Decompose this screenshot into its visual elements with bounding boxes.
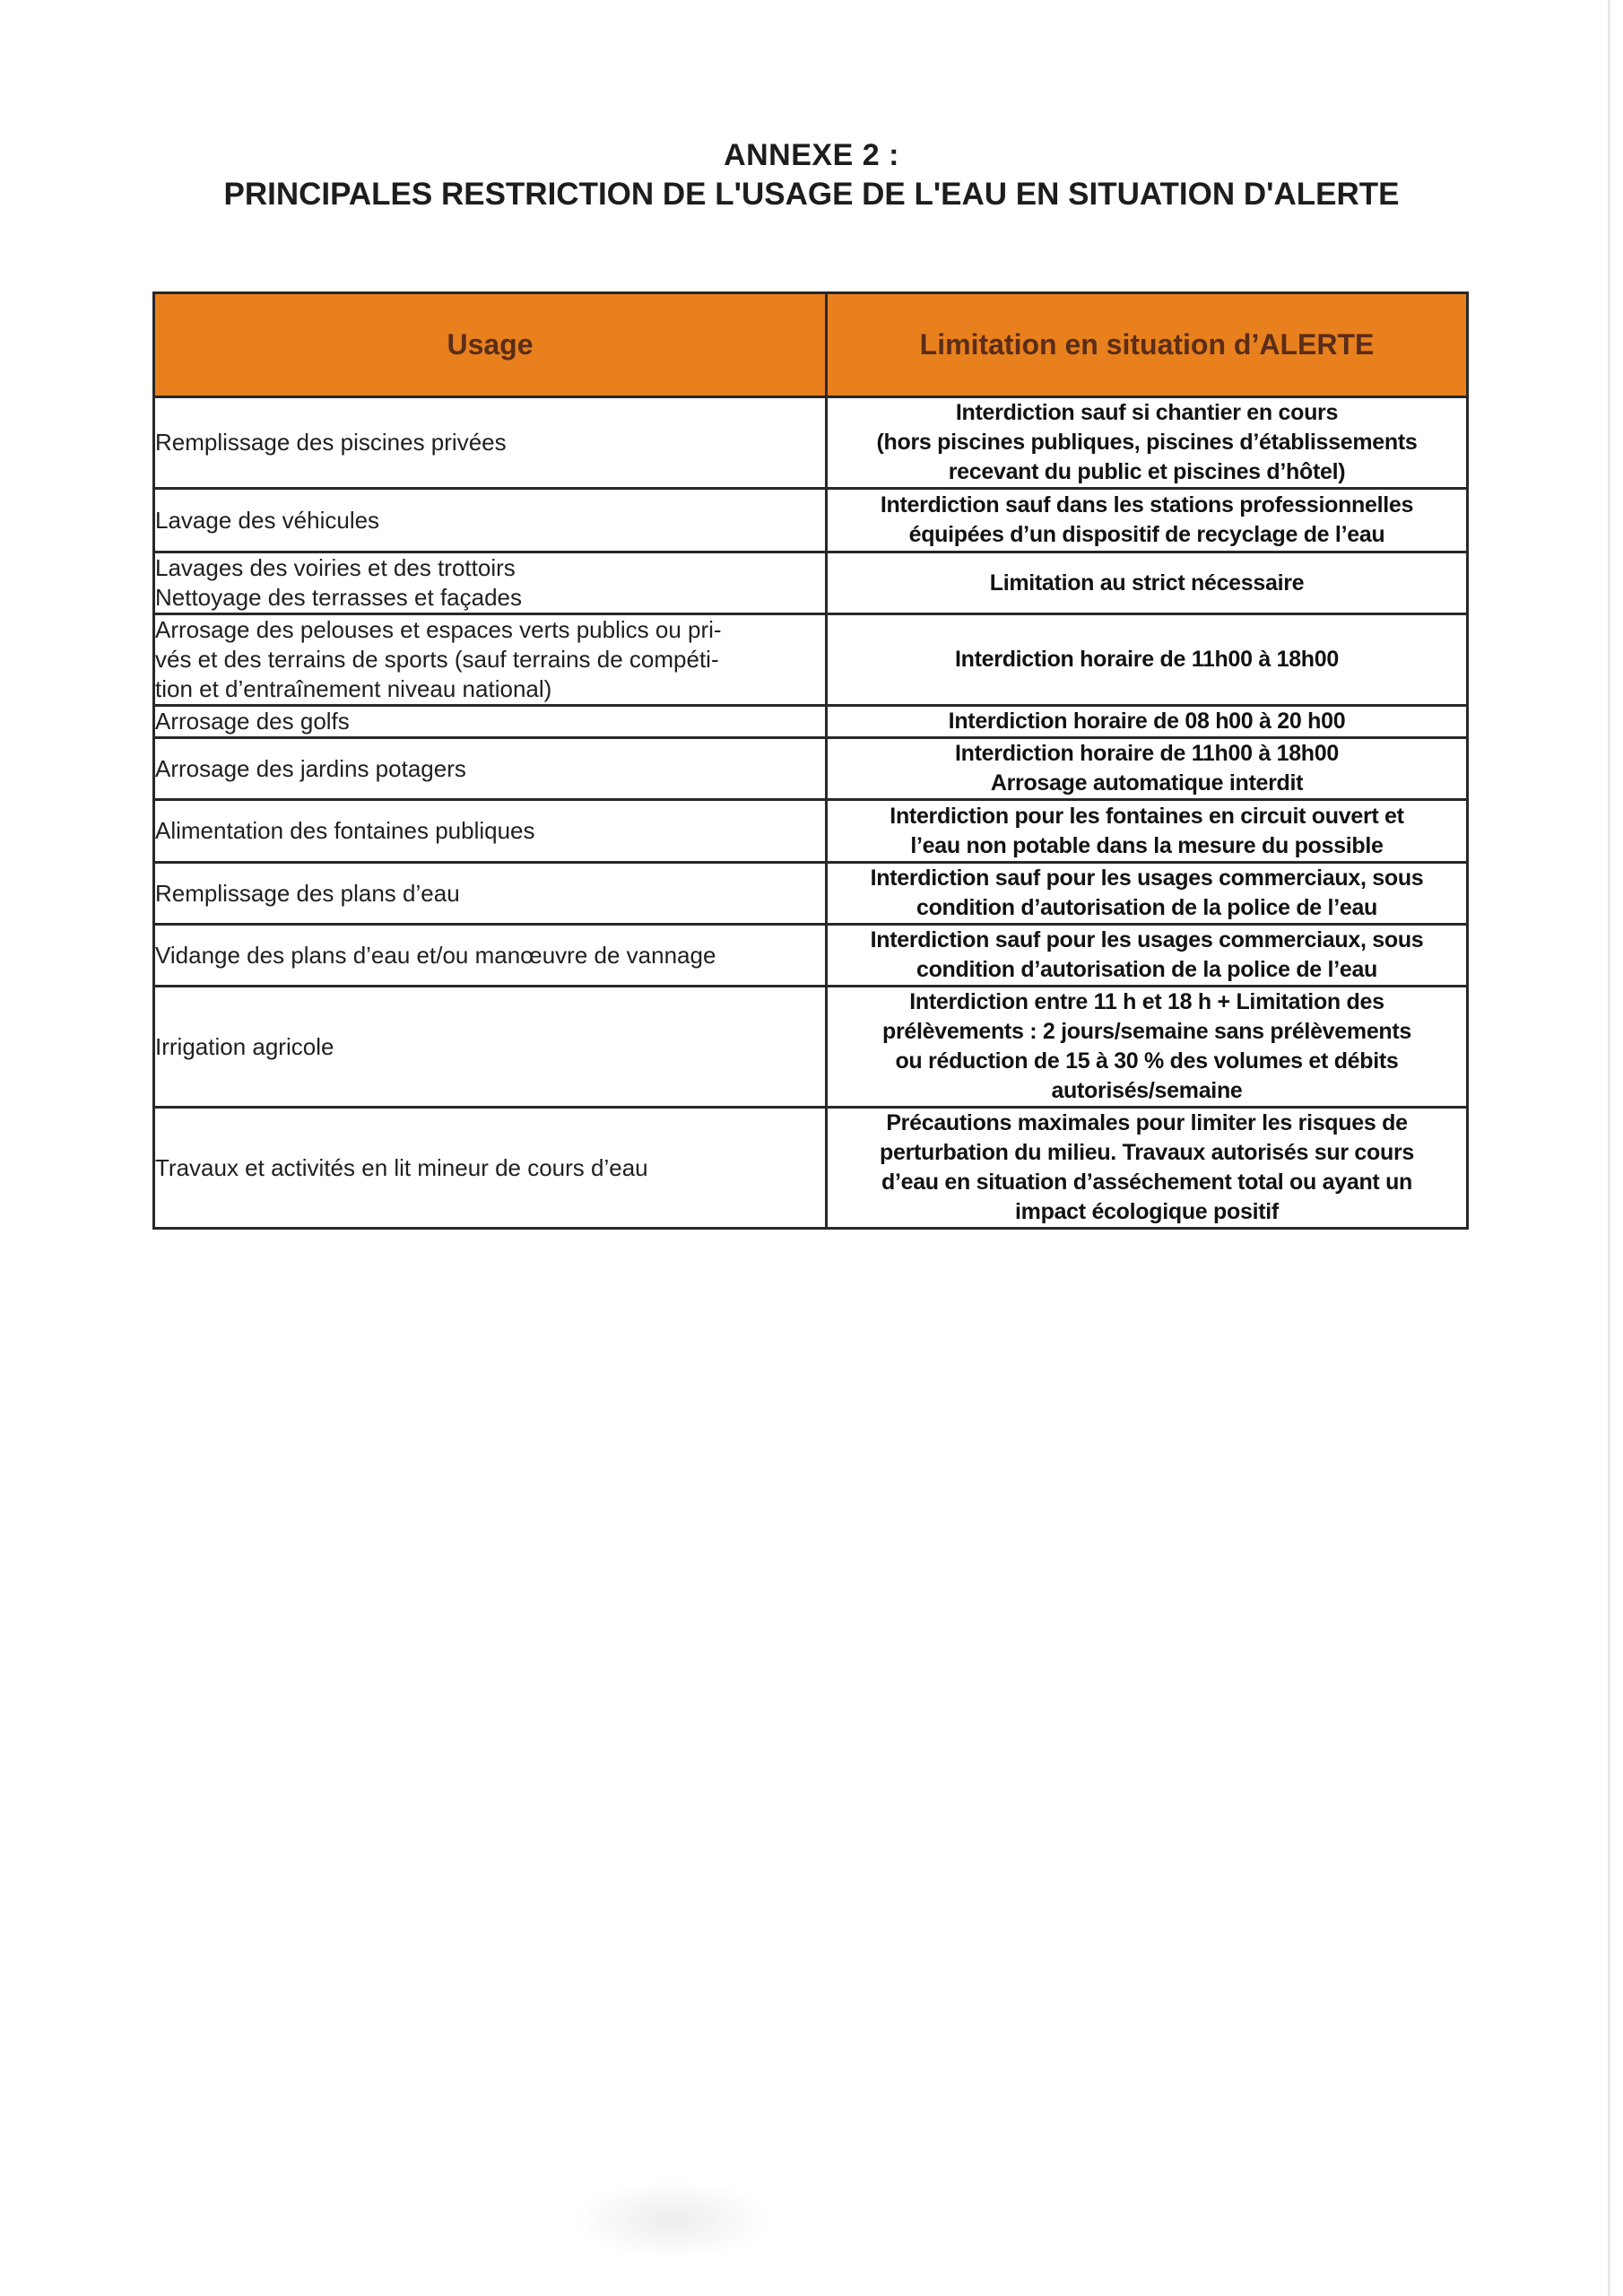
page-title — [0, 136, 1623, 215]
limitation-line: condition d’autorisation de la police de l’eau — [916, 957, 1378, 982]
limitation-line: Interdiction sauf dans les stations professionnelles — [880, 492, 1414, 517]
limitation-cell — [827, 489, 1468, 552]
usage-line: Lavages des voiries et des trottoirs — [155, 554, 516, 581]
limitation-cell — [827, 925, 1468, 987]
usage-column-header: Usage — [154, 293, 827, 397]
usage-cell — [154, 863, 827, 925]
usage-cell — [154, 925, 827, 987]
usage-cell — [154, 1108, 827, 1229]
restrictions-table — [152, 291, 1469, 1230]
table-row — [154, 925, 1468, 987]
table-row — [154, 1108, 1468, 1229]
usage-line: Travaux et activités en lit mineur de cours d’eau — [155, 1153, 648, 1181]
usage-line: vés et des terrains de sports (sauf terrains de compéti- — [155, 646, 719, 673]
scan-edge-line — [1608, 0, 1610, 2296]
limitation-line: autorisés/semaine — [1051, 1078, 1243, 1103]
table-body — [154, 397, 1468, 1229]
limitation-line: l’eau non potable dans la mesure du possible — [910, 832, 1384, 858]
limitation-line: Interdiction horaire de 11h00 à 18h00 — [955, 741, 1339, 766]
limitation-line: Interdiction sauf pour les usages commerciaux, sous — [870, 927, 1424, 952]
usage-line: Arrosage des jardins potagers — [155, 754, 466, 782]
usage-cell — [154, 800, 827, 863]
limitation-cell — [827, 987, 1468, 1108]
limitation-line: impact écologique positif — [1015, 1199, 1279, 1224]
usage-cell — [154, 614, 827, 706]
table-row — [154, 397, 1468, 489]
limitation-line: d’eau en situation d’asséchement total ou ayant un — [881, 1170, 1413, 1195]
table-row — [154, 489, 1468, 552]
usage-cell — [154, 706, 827, 738]
limitation-line: Arrosage automatique interdit — [990, 770, 1304, 796]
limitation-cell — [827, 706, 1468, 738]
table-header-row — [154, 293, 1468, 397]
usage-line: Remplissage des plans d’eau — [155, 879, 460, 907]
usage-line: tion et d’entraînement niveau national) — [155, 675, 552, 702]
usage-line: Arrosage des pelouses et espaces verts publics ou pri- — [155, 616, 722, 643]
limitation-column-header: Limitation en situation d’ALERTE — [827, 293, 1468, 397]
title-line-2: PRINCIPALES RESTRICTION DE L'USAGE DE L'EAU EN SITUATION D'ALERTE — [223, 177, 1400, 212]
title-line-1: ANNEXE 2 : — [724, 138, 899, 172]
limitation-cell — [827, 552, 1468, 614]
limitation-line: Interdiction entre 11 h et 18 h + Limitation des — [909, 989, 1384, 1014]
limitation-line: condition d’autorisation de la police de l’eau — [916, 895, 1378, 920]
limitation-line: Interdiction sauf si chantier en cours — [955, 400, 1339, 425]
table-row — [154, 614, 1468, 706]
table-row — [154, 738, 1468, 800]
usage-line: Alimentation des fontaines publiques — [155, 817, 535, 844]
limitation-line: recevant du public et piscines d’hôtel) — [948, 459, 1346, 484]
limitation-line: perturbation du milieu. Travaux autorisés sur cours — [880, 1140, 1414, 1165]
limitation-line: Interdiction pour les fontaines en circuit ouvert et — [890, 803, 1404, 829]
usage-cell — [154, 489, 827, 552]
scan-artifact-smudge — [574, 2179, 771, 2260]
usage-cell — [154, 552, 827, 614]
limitation-line: Précautions maximales pour limiter les risques de — [886, 1110, 1408, 1135]
limitation-cell — [827, 738, 1468, 800]
limitation-line: Interdiction sauf pour les usages commerciaux, sous — [870, 865, 1424, 891]
usage-line: Nettoyage des terrasses et façades — [155, 584, 523, 611]
usage-line: Vidange des plans d’eau et/ou manœuvre de vannage — [155, 941, 716, 969]
usage-cell — [154, 987, 827, 1108]
limitation-line: Limitation au strict nécessaire — [989, 570, 1305, 596]
table-row — [154, 800, 1468, 863]
usage-line: Irrigation agricole — [155, 1032, 334, 1060]
limitation-cell — [827, 397, 1468, 489]
limitation-cell — [827, 614, 1468, 706]
limitation-cell — [827, 800, 1468, 863]
table-row — [154, 863, 1468, 925]
usage-cell — [154, 738, 827, 800]
limitation-line: prélèvements : 2 jours/semaine sans prélèvements — [881, 1019, 1412, 1044]
usage-line: Lavage des véhicules — [155, 506, 380, 534]
usage-line: Remplissage des piscines privées — [155, 429, 507, 456]
limitation-line: équipées d’un dispositif de recyclage de l’eau — [908, 522, 1385, 547]
table-row — [154, 552, 1468, 614]
usage-cell — [154, 397, 827, 489]
limitation-cell — [827, 1108, 1468, 1229]
table-row — [154, 987, 1468, 1108]
limitation-line: ou réduction de 15 à 30 % des volumes et débits — [895, 1048, 1399, 1074]
limitation-line: Interdiction horaire de 11h00 à 18h00 — [955, 647, 1339, 672]
limitation-line: (hors piscines publiques, piscines d’établissements — [876, 430, 1418, 455]
usage-line: Arrosage des golfs — [155, 708, 350, 735]
limitation-line: Interdiction horaire de 08 h00 à 20 h00 — [948, 709, 1346, 734]
limitation-cell — [827, 863, 1468, 925]
table-row — [154, 706, 1468, 738]
